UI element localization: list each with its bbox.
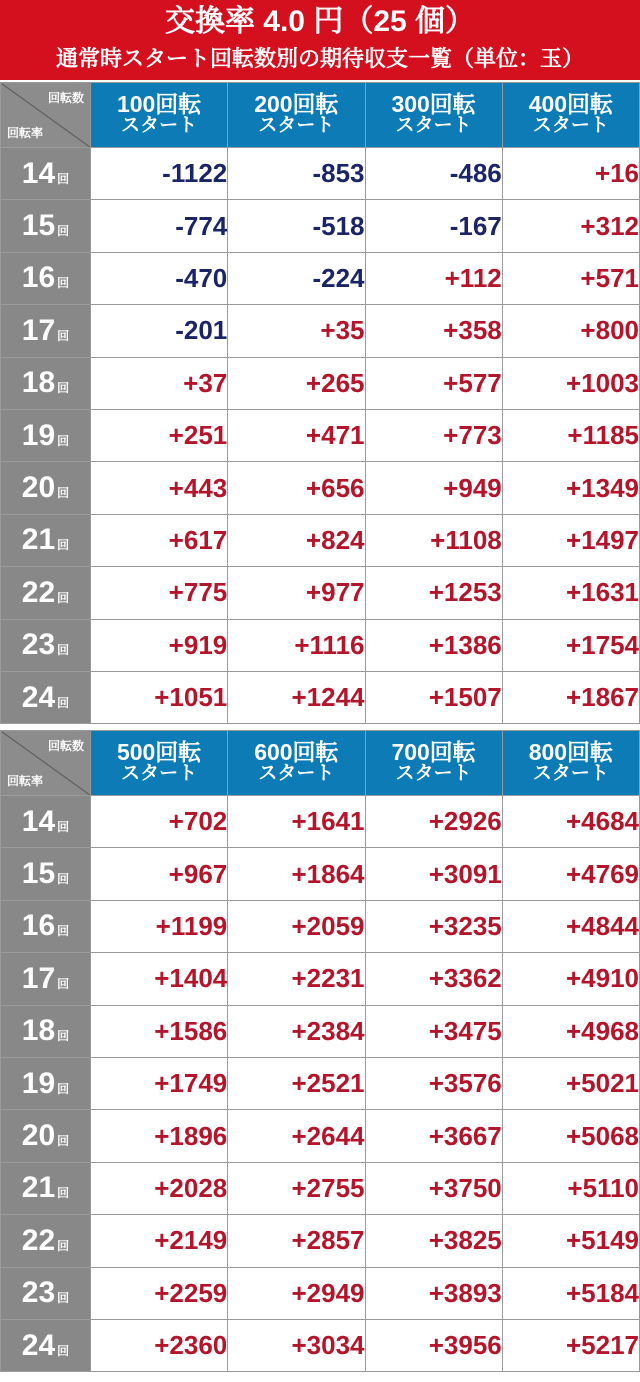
row-rate: 21 [21, 523, 56, 557]
row-unit: 回 [57, 695, 70, 710]
value-cell: +949 [365, 462, 502, 514]
row-rate: 19 [21, 418, 56, 452]
value-cell: +3750 [365, 1162, 502, 1214]
value-cell: +2059 [228, 900, 365, 952]
value-cell: +112 [365, 252, 502, 304]
value-cell: +3362 [365, 953, 502, 1005]
row-header [1, 252, 91, 304]
value-cell: +656 [228, 462, 365, 514]
table-row [1, 409, 640, 461]
value-cell: +5217 [502, 1319, 639, 1371]
row-unit: 回 [57, 486, 70, 501]
value-cell: -224 [228, 252, 365, 304]
expected-value-table-1 [0, 82, 640, 724]
row-unit: 回 [57, 1343, 70, 1358]
row-unit: 回 [57, 924, 70, 939]
table-row [1, 1110, 640, 1162]
value-cell: +617 [91, 514, 228, 566]
value-cell: -1122 [91, 148, 228, 200]
value-cell: +16 [502, 148, 639, 200]
value-cell: +1244 [228, 671, 365, 723]
value-cell: +2521 [228, 1057, 365, 1109]
value-cell: +312 [502, 200, 639, 252]
value-cell: +2949 [228, 1267, 365, 1319]
value-cell: -470 [91, 252, 228, 304]
row-unit: 回 [57, 433, 70, 448]
column-header [228, 731, 365, 796]
value-cell: +3825 [365, 1215, 502, 1267]
row-rate: 22 [21, 1223, 56, 1257]
table-row [1, 900, 640, 952]
value-cell: +4769 [502, 848, 639, 900]
row-unit: 回 [57, 872, 70, 887]
table-row [1, 1057, 640, 1109]
corner-cell [1, 83, 91, 148]
value-cell: +5110 [502, 1162, 639, 1214]
table-row [1, 671, 640, 723]
row-header [1, 409, 91, 461]
row-header [1, 1267, 91, 1319]
value-cell: +265 [228, 357, 365, 409]
value-cell: -201 [91, 305, 228, 357]
row-header [1, 619, 91, 671]
value-cell: +577 [365, 357, 502, 409]
value-cell: +2755 [228, 1162, 365, 1214]
value-cell: -486 [365, 148, 502, 200]
row-header [1, 1057, 91, 1109]
row-rate: 18 [21, 1014, 56, 1048]
expected-value-table-2 [0, 730, 640, 1372]
row-rate: 14 [21, 804, 56, 838]
row-rate: 16 [21, 909, 56, 943]
row-rate: 14 [21, 156, 56, 190]
row-unit: 回 [57, 819, 70, 834]
value-cell: +2149 [91, 1215, 228, 1267]
row-unit: 回 [57, 590, 70, 605]
value-cell: +1586 [91, 1005, 228, 1057]
value-cell: +3893 [365, 1267, 502, 1319]
value-cell: +4910 [502, 953, 639, 1005]
column-header [91, 731, 228, 796]
row-rate: 17 [21, 313, 56, 347]
value-cell: +824 [228, 514, 365, 566]
value-cell: +2384 [228, 1005, 365, 1057]
value-cell: +3956 [365, 1319, 502, 1371]
table-row [1, 305, 640, 357]
row-header [1, 514, 91, 566]
column-header [502, 83, 639, 148]
row-rate: 16 [21, 261, 56, 295]
column-label: スタート [258, 115, 335, 136]
table-row [1, 1319, 640, 1371]
column-label: スタート [258, 763, 335, 784]
row-rate: 20 [21, 471, 56, 505]
row-header [1, 148, 91, 200]
value-cell: +2231 [228, 953, 365, 1005]
row-rate: 23 [21, 1276, 56, 1310]
table-row [1, 148, 640, 200]
value-cell: +1349 [502, 462, 639, 514]
column-label: スタート [532, 115, 609, 136]
corner-bottom-label: 回転率 [7, 774, 44, 788]
column-header [228, 83, 365, 148]
value-cell: +1003 [502, 357, 639, 409]
row-unit: 回 [57, 976, 70, 991]
value-cell: +2259 [91, 1267, 228, 1319]
value-cell: +2360 [91, 1319, 228, 1371]
value-cell: +5068 [502, 1110, 639, 1162]
value-cell: -853 [228, 148, 365, 200]
row-rate: 15 [21, 209, 56, 243]
row-rate: 19 [21, 1066, 56, 1100]
row-rate: 23 [21, 628, 56, 662]
corner-cell [1, 731, 91, 796]
row-header [1, 671, 91, 723]
page-title: 交換率 4.0 円（25 個） [164, 5, 476, 38]
value-cell: +2028 [91, 1162, 228, 1214]
title-banner [0, 0, 640, 80]
row-unit: 回 [57, 1081, 70, 1096]
value-cell: +1507 [365, 671, 502, 723]
value-cell: +702 [91, 796, 228, 848]
value-cell: +773 [365, 409, 502, 461]
corner-bottom-label: 回転率 [7, 126, 44, 140]
row-rate: 22 [21, 575, 56, 609]
value-cell: +1867 [502, 671, 639, 723]
row-rate: 15 [21, 857, 56, 891]
row-unit: 回 [57, 1134, 70, 1149]
value-cell: +1199 [91, 900, 228, 952]
table-row [1, 1162, 640, 1214]
row-unit: 回 [57, 643, 70, 658]
value-cell: +919 [91, 619, 228, 671]
value-cell: -167 [365, 200, 502, 252]
value-cell: +1864 [228, 848, 365, 900]
column-count: 200回転 [254, 91, 339, 117]
column-label: スタート [532, 763, 609, 784]
row-header [1, 953, 91, 1005]
row-header [1, 796, 91, 848]
page-subtitle: 通常時スタート回転数別の期待収支一覧（単位：玉） [55, 46, 584, 71]
table-row [1, 567, 640, 619]
value-cell: +443 [91, 462, 228, 514]
row-unit: 回 [57, 328, 70, 343]
row-rate: 20 [21, 1119, 56, 1153]
value-cell: +3667 [365, 1110, 502, 1162]
value-cell: +967 [91, 848, 228, 900]
value-cell: +5184 [502, 1267, 639, 1319]
column-count: 600回転 [254, 739, 339, 765]
row-header [1, 1319, 91, 1371]
column-count: 800回転 [528, 739, 614, 765]
value-cell: +1051 [91, 671, 228, 723]
value-cell: +251 [91, 409, 228, 461]
column-count: 700回転 [391, 739, 476, 765]
value-cell: +1749 [91, 1057, 228, 1109]
row-rate: 24 [21, 1328, 56, 1362]
value-cell: +3235 [365, 900, 502, 952]
row-rate: 24 [21, 680, 56, 714]
value-cell: +977 [228, 567, 365, 619]
column-header [365, 731, 502, 796]
column-header [502, 731, 639, 796]
row-unit: 回 [57, 1029, 70, 1044]
value-cell: +3091 [365, 848, 502, 900]
row-rate: 21 [21, 1171, 56, 1205]
row-header [1, 1110, 91, 1162]
value-cell: +5149 [502, 1215, 639, 1267]
corner-top-label: 回転数 [47, 739, 84, 753]
table-row [1, 1005, 640, 1057]
row-header [1, 200, 91, 252]
table-row [1, 953, 640, 1005]
value-cell: +1896 [91, 1110, 228, 1162]
row-unit: 回 [57, 1291, 70, 1306]
table-row [1, 619, 640, 671]
value-cell: +471 [228, 409, 365, 461]
row-unit: 回 [57, 171, 70, 186]
value-cell: +571 [502, 252, 639, 304]
table-row [1, 357, 640, 409]
value-cell: +4684 [502, 796, 639, 848]
corner-top-label: 回転数 [47, 91, 84, 105]
row-header [1, 1005, 91, 1057]
value-cell: +4844 [502, 900, 639, 952]
row-header [1, 900, 91, 952]
column-header [365, 83, 502, 148]
column-header [91, 83, 228, 148]
table-row [1, 200, 640, 252]
value-cell: +2857 [228, 1215, 365, 1267]
value-cell: +37 [91, 357, 228, 409]
table-row [1, 796, 640, 848]
table-row [1, 1215, 640, 1267]
row-rate: 18 [21, 366, 56, 400]
value-cell: +4968 [502, 1005, 639, 1057]
column-count: 300回転 [391, 91, 476, 117]
value-cell: +1108 [365, 514, 502, 566]
value-cell: +1641 [228, 796, 365, 848]
value-cell: +775 [91, 567, 228, 619]
value-cell: +3475 [365, 1005, 502, 1057]
row-header [1, 567, 91, 619]
value-cell: +3034 [228, 1319, 365, 1371]
row-unit: 回 [57, 224, 70, 239]
header-row [1, 83, 640, 148]
value-cell: +35 [228, 305, 365, 357]
value-cell: +3576 [365, 1057, 502, 1109]
row-header [1, 357, 91, 409]
value-cell: +800 [502, 305, 639, 357]
table-row [1, 252, 640, 304]
value-cell: +358 [365, 305, 502, 357]
row-unit: 回 [57, 538, 70, 553]
value-cell: +1631 [502, 567, 639, 619]
value-cell: -774 [91, 200, 228, 252]
value-cell: +2644 [228, 1110, 365, 1162]
value-cell: +1754 [502, 619, 639, 671]
value-cell: +1497 [502, 514, 639, 566]
row-header [1, 462, 91, 514]
column-label: スタート [121, 763, 198, 784]
row-header [1, 1162, 91, 1214]
table-row [1, 848, 640, 900]
column-count: 500回転 [116, 739, 202, 765]
value-cell: +1386 [365, 619, 502, 671]
column-label: スタート [395, 763, 472, 784]
table-row [1, 514, 640, 566]
row-header [1, 305, 91, 357]
value-cell: +2926 [365, 796, 502, 848]
row-unit: 回 [57, 276, 70, 291]
row-unit: 回 [57, 1238, 70, 1253]
column-label: スタート [395, 115, 472, 136]
value-cell: +1404 [91, 953, 228, 1005]
column-count: 100回転 [116, 91, 202, 117]
row-unit: 回 [57, 1186, 70, 1201]
value-cell: +1253 [365, 567, 502, 619]
value-cell: +1185 [502, 409, 639, 461]
value-cell: +5021 [502, 1057, 639, 1109]
column-label: スタート [121, 115, 198, 136]
table-row [1, 1267, 640, 1319]
header-row [1, 731, 640, 796]
row-unit: 回 [57, 381, 70, 396]
row-header [1, 848, 91, 900]
value-cell: +1116 [228, 619, 365, 671]
value-cell: -518 [228, 200, 365, 252]
row-header [1, 1215, 91, 1267]
row-rate: 17 [21, 961, 56, 995]
table-row [1, 462, 640, 514]
column-count: 400回転 [528, 91, 614, 117]
